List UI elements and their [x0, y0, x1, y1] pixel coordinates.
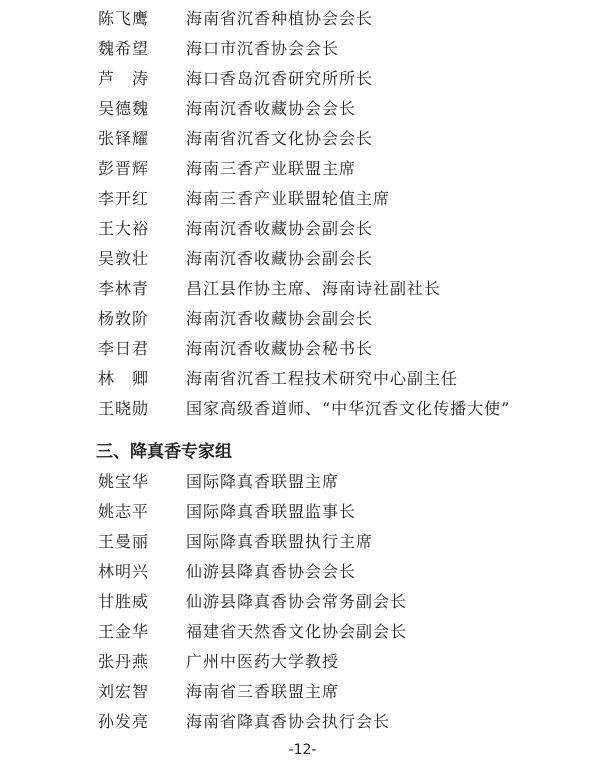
person-title: 广州中医药大学教授 [186, 652, 340, 671]
expert-list-hainan [0, 4, 605, 424]
list-item [0, 394, 605, 424]
person-title: 海南沉香收藏协会会长 [186, 99, 357, 118]
person-name: 林明兴 [98, 562, 150, 581]
person-name: 李日君 [98, 339, 150, 358]
person-title: 海南省沉香工程技术研究中心副主任 [186, 369, 459, 388]
list-item [0, 707, 605, 737]
person-title: 福建省天然香文化协会副会长 [186, 622, 408, 641]
person-name: 孙发亮 [98, 712, 150, 731]
person-name: 王曼丽 [98, 532, 150, 551]
person-name: 李林青 [98, 279, 150, 298]
person-title: 仙游县降真香协会会长 [186, 562, 357, 581]
person-name: 杨敦阶 [98, 309, 150, 328]
person-title: 国际降真香联盟执行主席 [186, 532, 374, 551]
list-item [0, 467, 605, 497]
list-item [0, 497, 605, 527]
person-name: 王晓勋 [98, 399, 150, 418]
person-name: 吴德魏 [98, 99, 150, 118]
person-title: 海南沉香收藏协会秘书长 [186, 339, 374, 358]
person-title: 国家高级香道师、“中华沉香文化传播大使” [186, 399, 511, 418]
list-item [0, 364, 605, 394]
list-item [0, 34, 605, 64]
list-item [0, 124, 605, 154]
person-name: 姚宝华 [98, 472, 150, 491]
list-item [0, 647, 605, 677]
person-title: 国际降真香联盟监事长 [186, 502, 357, 521]
list-item [0, 677, 605, 707]
person-title: 海南沉香收藏协会副会长 [186, 219, 374, 238]
person-title: 海口市沉香协会会长 [186, 39, 340, 58]
person-name: 张丹燕 [98, 652, 150, 671]
person-name: 芦 涛 [98, 69, 150, 88]
person-title: 海南三香产业联盟轮值主席 [186, 189, 391, 208]
expert-list-jiangzhenxiang [0, 467, 605, 737]
person-name: 林 卿 [98, 369, 150, 388]
section-heading: 三、降真香专家组 [96, 442, 232, 462]
person-title: 海南省降真香协会执行会长 [186, 712, 391, 731]
person-name: 刘宏智 [98, 682, 150, 701]
person-title: 海南省三香联盟主席 [186, 682, 340, 701]
list-item [0, 64, 605, 94]
list-item [0, 527, 605, 557]
person-name: 陈飞鹰 [98, 9, 150, 28]
person-title: 海南沉香收藏协会副会长 [186, 249, 374, 268]
list-item [0, 274, 605, 304]
person-name: 甘胜威 [98, 592, 150, 611]
list-item [0, 154, 605, 184]
list-item [0, 617, 605, 647]
list-item [0, 557, 605, 587]
person-name: 李开红 [98, 189, 150, 208]
list-item [0, 214, 605, 244]
person-title: 海南省沉香文化协会会长 [186, 129, 374, 148]
person-title: 海南三香产业联盟主席 [186, 159, 357, 178]
list-item [0, 94, 605, 124]
list-item [0, 587, 605, 617]
person-title: 海南省沉香种植协会会长 [186, 9, 374, 28]
person-name: 张铎耀 [98, 129, 150, 148]
person-title: 昌江县作协主席、海南诗社副社长 [186, 279, 442, 298]
list-item [0, 244, 605, 274]
person-title: 海口香岛沉香研究所所长 [186, 69, 374, 88]
list-item [0, 4, 605, 34]
person-name: 吴敦壮 [98, 249, 150, 268]
section-heading-row [0, 433, 605, 469]
list-item [0, 184, 605, 214]
list-item [0, 334, 605, 364]
person-name: 王大裕 [98, 219, 150, 238]
person-name: 王金华 [98, 622, 150, 641]
person-title: 国际降真香联盟主席 [186, 472, 340, 491]
page-number: -12- [288, 742, 317, 758]
list-item [0, 304, 605, 334]
person-name: 姚志平 [98, 502, 150, 521]
person-title: 海南沉香收藏协会副会长 [186, 309, 374, 328]
person-name: 魏希望 [98, 39, 150, 58]
person-title: 仙游县降真香协会常务副会长 [186, 592, 408, 611]
person-name: 彭晋辉 [98, 159, 150, 178]
